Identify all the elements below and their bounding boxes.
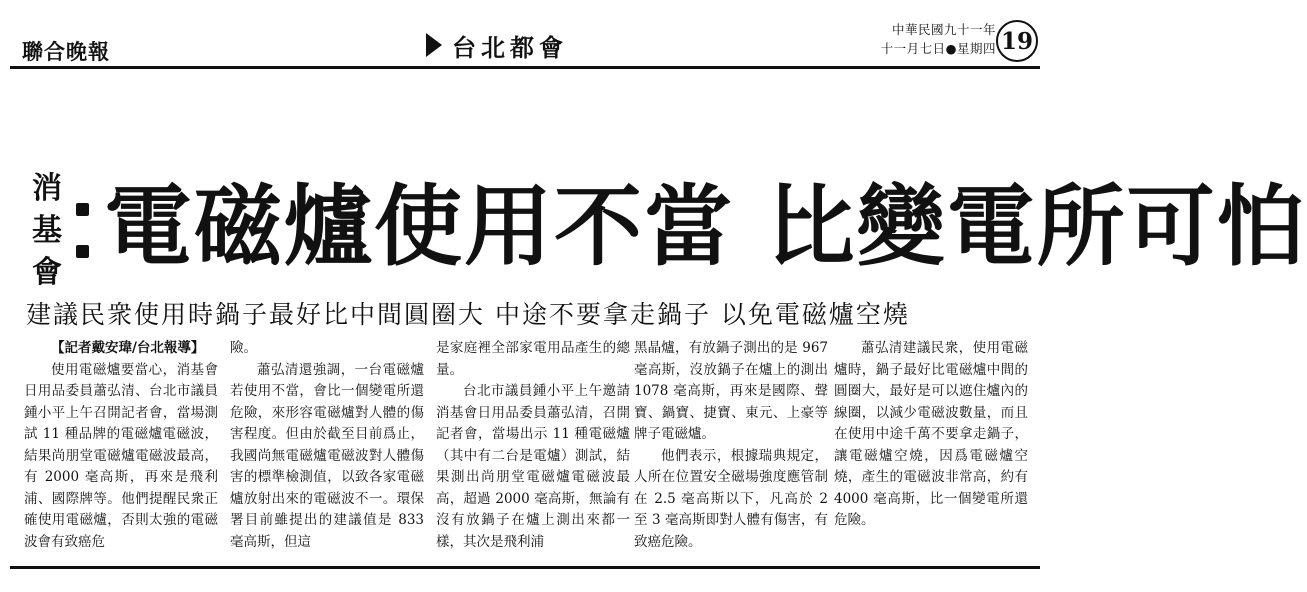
paragraph: 蕭弘清建議民衆，使用電磁爐時，鍋子最好比電磁爐中間的圓圈大，最好是可以遮住爐內的線圈，以減少電磁波數量，而且在使用中途千萬不要拿走鍋子，讓電磁爐空燒，因爲電磁爐空燒，產生的電磁波非常高，約有 4000 毫高斯，比一個變電所還危險。 <box>834 340 1028 528</box>
date-line-day: 十一月七日●星期四 <box>880 41 996 56</box>
date-block <box>856 20 996 58</box>
column-4 <box>634 338 828 553</box>
section-name: 台北都會 <box>452 32 568 62</box>
column-3 <box>436 338 630 553</box>
paragraph: 是家庭裡全部家電用品產生的總量。 <box>436 340 630 378</box>
paragraph: 蕭弘清還強調，一台電磁爐若使用不當，會比一個變電所還危險，來形容電磁爐對人體的傷害程度。但由於截至目前爲止，我國尚無電磁爐電磁波對人體傷害的標準檢測值，以致各家電磁爐放射出來的電磁波不一。環保署目前雖提出的建議值是 833 毫高斯，但這 <box>230 361 424 550</box>
subheadline: 建議民衆使用時鍋子最好比中間圓圈大 中途不要拿走鍋子 以免電磁爐空燒 <box>26 300 910 329</box>
page-number: 19 <box>996 20 1038 62</box>
article-body <box>24 338 1036 560</box>
byline: 【記者戴安瑋/台北報導】 <box>51 340 205 356</box>
column-5 <box>834 338 1028 532</box>
paragraph: 險。 <box>230 340 257 356</box>
date-line-year: 中華民國九十一年 <box>891 22 996 37</box>
newspaper-name: 聯合晚報 <box>22 39 110 64</box>
paragraph: 他們表示，根據瑞典規定，人所在位置安全磁場強度應管制在 2.5 毫高斯以下，凡高於 2 至 3 毫高斯即對人體有傷害，有致癌危險。 <box>634 447 828 550</box>
paragraph: 使用電磁爐要當心，消基會日用品委員蕭弘清、台北市議員鍾小平上午召開記者會，當場測試 11 種品牌的電磁爐電磁波，結果尚朋堂電磁爐電磁波最高，有 2000 毫高斯，再來是飛利浦、國際牌等。他們提醒民衆正確使用電磁爐，否則太強的電磁波會有致癌危 <box>24 361 218 550</box>
colon-mark <box>74 185 90 275</box>
arrow-icon <box>426 33 442 57</box>
headline: 電磁爐使用不當 比變電所可怕 <box>104 175 1307 278</box>
paragraph: 黑晶爐，有放鍋子測出的是 967 毫高斯，沒放鍋子在爐上的測出 1078 毫高斯，再來是國際、聲寶、鍋寶、捷寶、東元、上豪等牌子電磁爐。 <box>634 340 828 442</box>
kicker: 消基會 <box>32 171 62 290</box>
paragraph: 台北市議員鍾小平上午邀請消基會日用品委員蕭弘清，召開記者會，當場出示 11 種電磁爐（其中有二台是電爐）測試，結果測出尚朋堂電磁爐電磁波最高，超過 2000 毫高斯，無論有沒有放鍋子在爐上測出來都一樣，其次是飛利浦 <box>436 383 630 550</box>
section-header <box>418 28 608 62</box>
column-1 <box>24 338 218 553</box>
bottom-rule <box>10 566 1040 569</box>
top-rule <box>10 66 1040 69</box>
column-2 <box>230 338 424 553</box>
masthead <box>0 0 1047 68</box>
